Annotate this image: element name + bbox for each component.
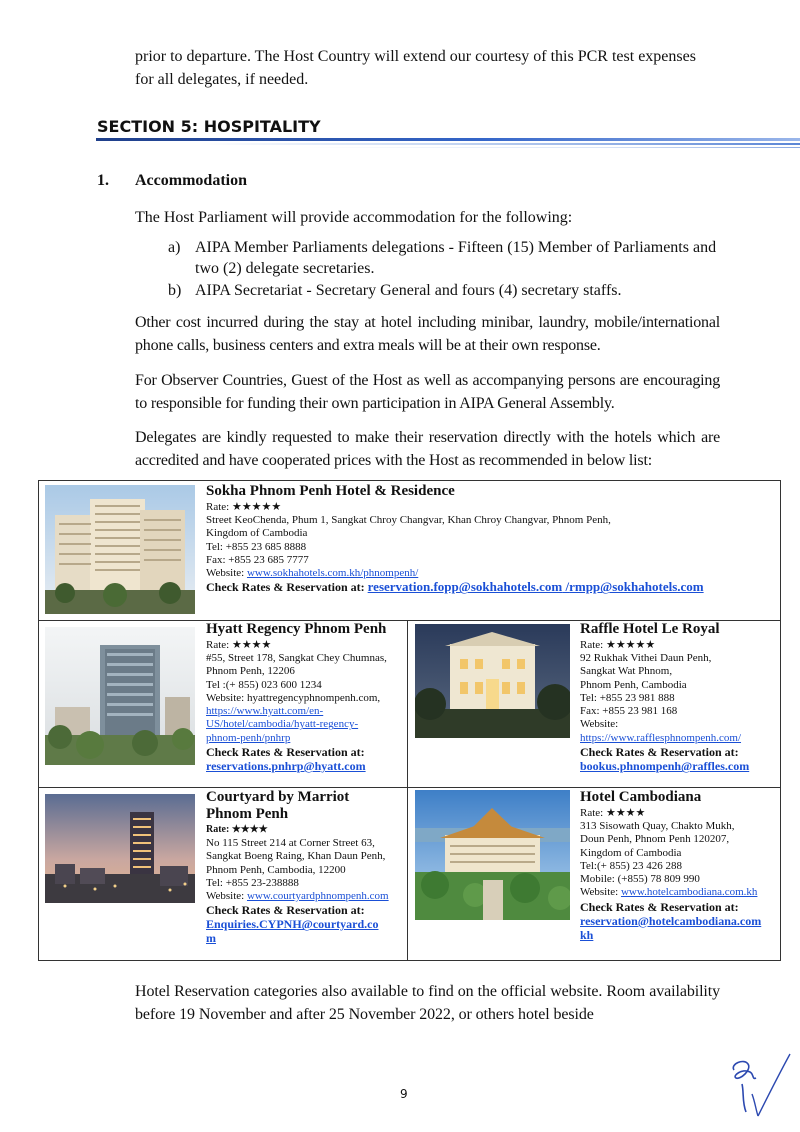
hotel-table — [38, 480, 781, 961]
signature-initials — [722, 1050, 792, 1122]
hotel-phone: Tel: +855 23 685 8888 — [206, 540, 307, 553]
hotel-name: Courtyard by Marriot — [206, 789, 350, 805]
reservation-label: Check Rates & Reservation at: — [206, 903, 365, 918]
list-marker: a) — [168, 239, 181, 256]
lead-paragraph: The Host Parliament will provide accommodation for the following: — [135, 209, 573, 226]
sokha-hotel-photo — [45, 485, 195, 614]
hyatt-hotel-photo — [45, 627, 195, 765]
hotel-url-link[interactable]: https://www.hyatt.com/en- — [206, 705, 324, 718]
reservation-email-link[interactable]: Enquiries.CYPNH@courtyard.co — [206, 917, 379, 932]
heading-number: 1. — [97, 172, 109, 189]
hotel-address: Doun Penh, Phnom Penh 120207, — [580, 833, 730, 846]
reservation-email-link[interactable]: bookus.phnompenh@raffles.com — [580, 759, 750, 774]
website-label: Website: — [580, 718, 619, 731]
page-number: 9 — [400, 1087, 408, 1101]
hotel-address: 92 Rukhak Vithei Daun Penh, — [580, 652, 712, 664]
hotel-address: No 115 Street 214 at Corner Street 63, — [206, 837, 375, 849]
hotel-url-link[interactable]: US/hotel/cambodia/hyatt-regency- — [206, 718, 359, 731]
section-title: SECTION 5: HOSPITALITY — [97, 117, 321, 136]
reservation-email-link[interactable]: reservations.pnhrp@hyatt.com — [206, 759, 366, 774]
list-item — [168, 237, 728, 279]
hotel-address: Street KeoChenda, Phum 1, Sangkat Chroy Changvar, Khan Chroy Changvar, Phnom Penh, — [206, 514, 611, 526]
hotel-address: #55, Street 178, Sangkat Chey Chumnas, — [206, 652, 387, 664]
table-divider — [39, 787, 780, 788]
hotel-name-continued: Phnom Penh — [206, 806, 289, 822]
hotel-mobile: Mobile: (+855) 78 809 990 — [580, 873, 700, 886]
list-text: AIPA Member Parliaments delegations - Fifteen (15) Member of Parliaments and two (2) delegate secretaries. — [195, 239, 717, 277]
hotel-phone: Tel: +855 23-238888 — [206, 876, 299, 889]
section-rule-3 — [300, 147, 800, 148]
website-label: Website: — [206, 567, 247, 580]
hotel-website-row — [206, 890, 408, 903]
reservation-email-link[interactable]: reservation@hotelcambodiana.com — [580, 913, 762, 928]
hotel-rating: Rate: ★★★★ — [206, 639, 272, 651]
reservation-row — [206, 580, 776, 594]
section-rule — [96, 138, 800, 141]
hotel-address: Kingdom of Cambodia — [580, 846, 682, 859]
hotel-rating: Rate: ★★★★ — [206, 824, 268, 835]
reservation-label: Check Rates & Reservation at: — [580, 899, 739, 914]
hotel-name: Hyatt Regency Phnom Penh — [206, 621, 387, 637]
hotel-website-row — [206, 567, 776, 580]
hotel-name: Sokha Phnom Penh Hotel & Residence — [206, 483, 455, 499]
hyatt-hotel-info — [206, 621, 406, 773]
section-rule-2 — [200, 143, 800, 145]
hotel-fax: Fax: +855 23 981 168 — [580, 705, 678, 718]
raffles-hotel-info — [580, 621, 780, 773]
reservation-email-link-continued[interactable]: kh — [580, 927, 594, 942]
hotel-rating: Rate: ★★★★★ — [206, 501, 282, 513]
hotel-name: Raffle Hotel Le Royal — [580, 621, 720, 637]
hotel-address: Phnom Penh, Cambodia — [580, 678, 687, 691]
hotel-website-row — [580, 886, 780, 899]
list-text: AIPA Secretariat - Secretary General and fours (4) secretary staffs. — [195, 282, 622, 299]
intro-line-2: for all delegates, if needed. — [135, 71, 309, 88]
hotel-phone: Tel :(+ 855) 023 600 1234 — [206, 678, 322, 691]
closing-paragraph: Hotel Reservation categories also available to find on the official website. Room availability before 19 November and after 25 November 2022, or others hotel beside — [135, 983, 720, 1023]
hotel-address: Sangkat Wat Phnom, — [580, 665, 673, 678]
hotel-fax: Fax: +855 23 685 7777 — [206, 553, 309, 566]
list-marker: b) — [168, 282, 182, 299]
reservation-email-link[interactable]: reservation.fopp@sokhahotels.com — [367, 579, 563, 595]
reservation-label: Check Rates & Reservation at: — [206, 745, 365, 760]
cambodiana-hotel-info — [580, 789, 780, 942]
list-item — [168, 280, 728, 301]
hotel-address: Phnom Penh, Cambodia, 12200 — [206, 863, 346, 876]
raffles-hotel-photo — [415, 624, 570, 738]
heading-accommodation: Accommodation — [135, 172, 247, 189]
reservation-label: Check Rates & Reservation at: — [580, 745, 739, 760]
hotel-phone: Tel: +855 23 981 888 — [580, 691, 675, 704]
reservation-label: Check Rates & Reservation at: — [206, 580, 368, 595]
reservation-email-link[interactable]: rmpp@sokhahotels.com — [569, 579, 704, 595]
website-label: Website: — [206, 890, 247, 903]
hotel-url-link[interactable]: phnom-penh/pnhrp — [206, 731, 291, 744]
courtyard-hotel-info — [206, 789, 408, 945]
intro-line-1: prior to departure. The Host Country will extend our courtesy of this PCR test expenses — [135, 48, 696, 65]
hotel-website-link[interactable]: https://www.rafflesphnompenh.com/ — [580, 731, 742, 744]
website-label: Website: — [580, 886, 621, 899]
hotel-website: Website: hyattregencyphnompenh.com, — [206, 691, 381, 704]
cambodiana-hotel-photo — [415, 790, 570, 920]
delegates-paragraph: Delegates are kindly requested to make their reservation directly with the hotels which are accredited and have cooperated prices with the Host as recommended in below list: — [135, 429, 720, 469]
costs-paragraph: Other cost incurred during the stay at hotel including minibar, laundry, mobile/international phone calls, business centers and extra meals will be at their own response. — [135, 314, 720, 354]
reservation-email-link-continued[interactable]: m — [206, 931, 216, 946]
hotel-phone: Tel:(+ 855) 23 426 288 — [580, 859, 682, 872]
hotel-website-link[interactable]: www.hotelcambodiana.com.kh — [620, 886, 758, 899]
courtyard-hotel-photo — [45, 794, 195, 903]
observers-paragraph: For Observer Countries, Guest of the Host as well as accompanying persons are encouraging to responsible for funding their own participation in AIPA General Assembly. — [135, 372, 720, 412]
hotel-rating: Rate: ★★★★★ — [580, 639, 656, 651]
email-separator: / — [562, 579, 570, 595]
hotel-address: 313 Sisowath Quay, Chakto Mukh, — [580, 820, 735, 832]
hotel-address: Kingdom of Cambodia — [206, 527, 308, 540]
hotel-rating: Rate: ★★★★ — [580, 807, 646, 819]
hotel-name: Hotel Cambodiana — [580, 789, 702, 805]
hotel-address: Phnom Penh, 12206 — [206, 665, 295, 678]
hotel-address: Sangkat Boeng Raing, Khan Daun Penh, — [206, 850, 386, 863]
sokha-hotel-info — [206, 483, 776, 594]
hotel-website-link[interactable]: www.courtyardphnompenh.com — [246, 890, 389, 903]
hotel-website-link[interactable]: www.sokhahotels.com.kh/phnompenh/ — [246, 567, 419, 580]
